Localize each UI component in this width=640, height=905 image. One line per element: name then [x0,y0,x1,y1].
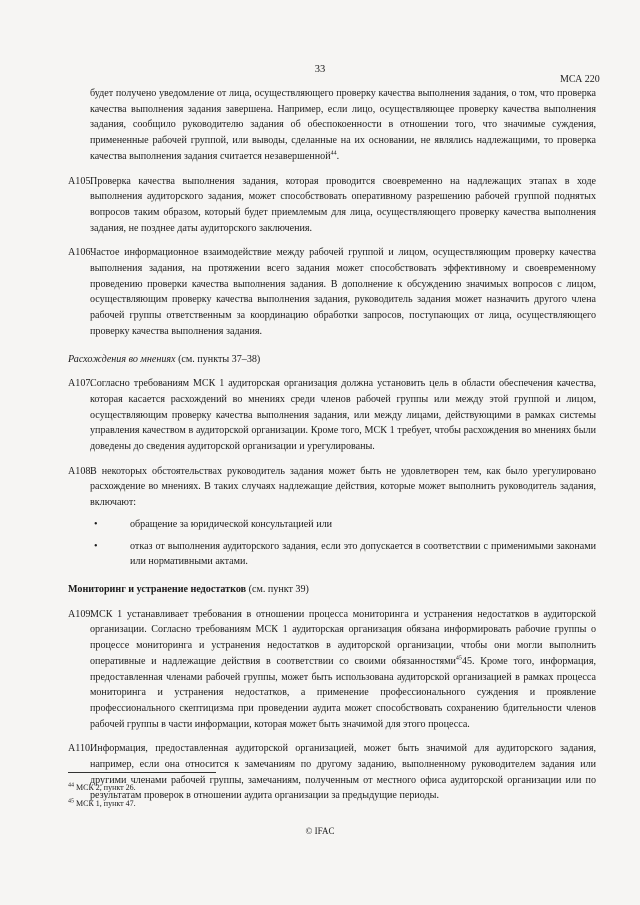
paragraph-text [90,607,596,733]
footnote-divider [68,772,216,773]
paragraph-a105 [68,174,596,237]
paragraph-text: Проверка качества выполнения задания, которая проводится своевременно на надлежащих этапах в ходе выполнения аудиторского задания, может способствовать оперативному разрешению рабочей группой поднятых вопросов таким образом, который будет приемлемым для лица, осуществляющего проверку качества выполнения задания, не позднее даты аудиторского заключения. [90,175,596,234]
section-ref: (см. пункт 39) [246,583,309,595]
paragraph-number: A108. [68,465,93,477]
paragraph-a108 [68,464,596,511]
list-item [90,539,596,570]
paragraph-number: A106. [68,247,93,259]
bullet-icon: • [94,540,98,552]
footnote-mark: 44 [68,782,74,789]
section-heading-monitoring [68,582,596,598]
footnote-ref-44: 44 [330,150,337,157]
document-body [68,86,596,813]
bullet-list [90,517,596,570]
list-item-text: обращение за юридической консультацией или [130,518,333,530]
footnote-text: МСК 1, пункт 47. [74,799,136,808]
section-title: Мониторинг и устранение недостатков [68,583,247,595]
paragraph-number: A109. [68,608,93,620]
paragraph-a106 [68,245,596,339]
footnote-45 [68,796,568,812]
paragraph-text-part-b: 45. Кроме того, информация, предоставленная членами рабочей группы, может быть использована аудиторской организацией в рамках процесса мониторинга и устранения недостатков, а применение профессионального суждения и проявление профессионального скептицизма при проведении аудита может способствовать сохранению бдительности членов рабочей группы в части информации, которая может быть значимой для этого процесса. [90,655,596,730]
paragraph-number: A107. [68,378,93,390]
bullet-icon: • [94,518,98,530]
intro-end: . [336,150,340,162]
paragraph-text: Частое информационное взаимодействие между рабочей группой и лицом, осуществляющим проверку качества выполнения задания, на протяжении всего задания может способствовать эффективному и своевременному проведению проверки качества выполнения задания. В дополнение к обсуждению значимых вопросов с лицом, осуществляющим проверку качества выполнения задания, руководитель задания может назначить другого члена рабочей группы ответственным за координацию обработки запросов, поступающих от лица, осуществляющего проверку качества выполнения задания. [90,247,596,337]
paragraph-a109 [68,607,596,733]
intro-text: будет получено уведомление от лица, осуществляющего проверку качества выполнения задания, о том, что проверка качества выполнения задания завершена. Например, если лицо, осуществляющее проверку качества выполнения задания, сообщило руководителю задания об обеспокоенности в отношении того, что значимые суждения, примененные рабочей группой, или выводы, сделанные на их основании, не являлись надлежащими, то проверка качества выполнения задания считается незавершенной [90,88,596,162]
page-footer: © IFAC [305,826,335,836]
section-title: Расхождения во мнениях [68,353,176,365]
footnotes [68,780,568,812]
paragraph-a107 [68,376,596,455]
paragraph-text-part-a: МСК 1 устанавливает требования в отношении процесса мониторинга и устранения недостатков в аудиторской организации. Согласно требованиям МСК 1 аудиторская организация обязана информировать рабочие группы о процессе мониторинга и устранения недостатков в аудиторской организации, чтобы они могли выполнить оперативные и надлежащие действия в соответствии со своими обязанностями [90,608,596,667]
footnote-mark: 45 [68,798,74,805]
section-ref: (см. пункты 37–38) [175,353,261,365]
document-code: МСА 220 [560,74,600,85]
footnote-text: МСК 2, пункт 26. [74,783,136,792]
paragraph-text: В некоторых обстоятельствах руководитель задания может быть не удовлетворен тем, как было урегулировано расхождение во мнениях. В таких случаях надлежащие действия, которые может выполнить руководитель задания, включают: [90,465,596,509]
paragraph-text: Информация, предоставленная аудиторской организацией, может быть значимой для аудиторского задания, например, если она относится к замечаниям по другому заданию, выполненному руководителем задания или другими членами рабочей группы, замечаниям, полученным от местного офиса аудиторской организации или по результатам проверок в отношении аудита организации за предыдущие периоды. [90,743,596,802]
paragraph-number: A110. [68,743,93,755]
paragraph-number: A105. [68,175,93,187]
list-item [90,517,596,533]
list-item-text: отказ от выполнения аудиторского задания, если это допускается в соответствии с применимыми законами или нормативными актами. [130,540,596,568]
intro-paragraph [90,86,596,165]
section-heading-disagreements [68,352,596,368]
paragraph-text: Согласно требованиям МСК 1 аудиторская организация должна установить цель в области обеспечения качества, которая касается расхождений во мнениях среди членов рабочей группы или между этой группой и лицом, осуществляющим проверку качества выполнения задания, или между лицами, действующими в рамках системы управления качеством в аудиторской организации. Кроме того, МСК 1 требует, чтобы расхождения во мнениях были доведены до сведения аудиторской организации и урегулированы. [90,378,596,453]
page-number: 33 [314,64,326,75]
footnote-44 [68,780,568,796]
footnote-ref-45: 45 [455,655,462,662]
